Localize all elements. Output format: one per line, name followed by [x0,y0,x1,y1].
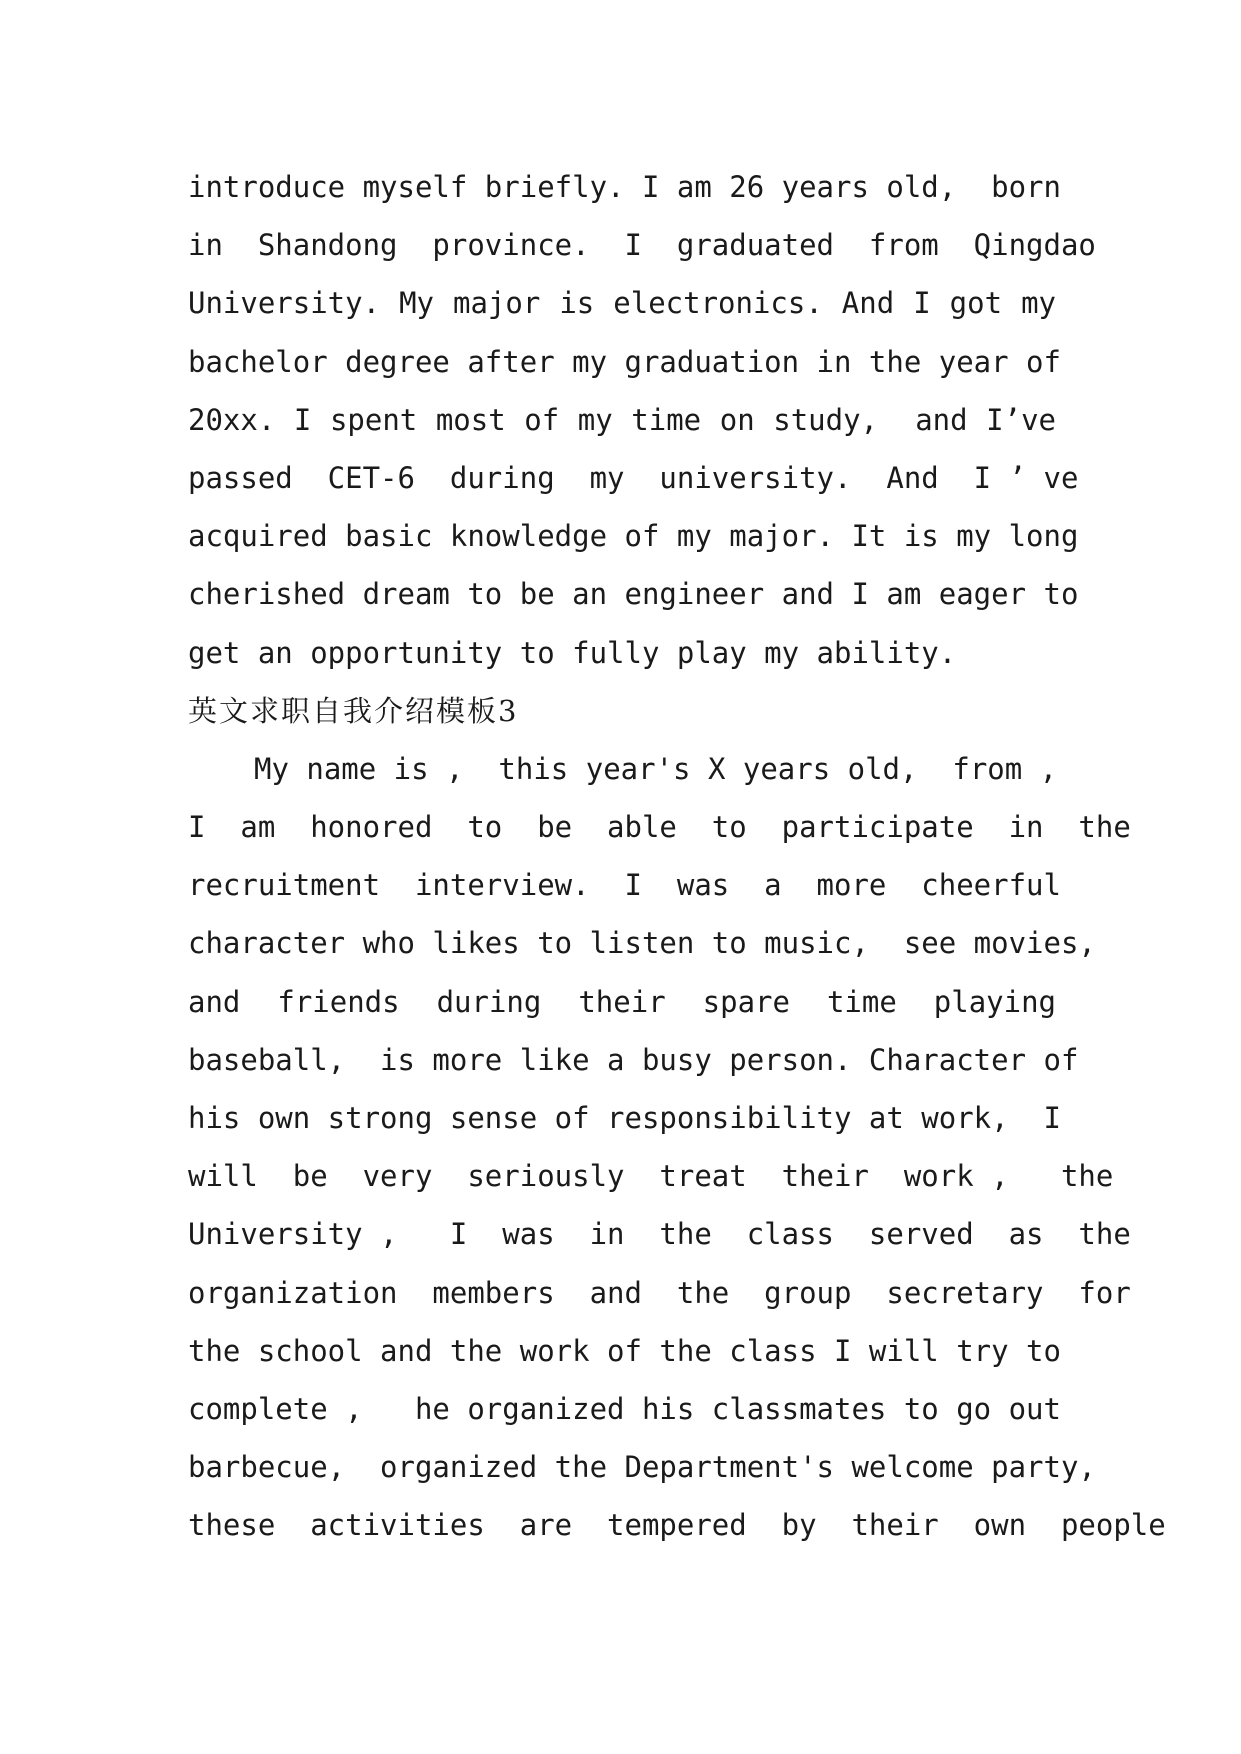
text-line: bachelor degree after my graduation in the year of [188,344,1061,379]
text-line: these activities are tempered by their own people [188,1508,1166,1543]
text-line: I am honored to be able to participate in the [188,810,1131,845]
section-heading: 英文求职自我介绍模板3 [188,693,519,728]
text-line: recruitment interview. I was a more cheerful [188,868,1061,903]
text-line: will be very seriously treat their work , the [188,1159,1114,1194]
text-line: passed CET-6 during my university. And I ’ ve [188,460,1079,495]
text-line: acquired basic knowledge of my major. It is my long [188,519,1079,554]
text-line: and friends during their spare time playing [188,984,1056,1019]
text-line: the school and the work of the class I will try to [188,1333,1061,1368]
document-body [188,158,1166,1555]
text-line: University. My major is electronics. And I got my [188,286,1056,321]
text-line: get an opportunity to fully play my ability. [188,635,957,670]
text-line: baseball, is more like a busy person. Character of [188,1042,1079,1077]
text-line: character who likes to listen to music, see movies, [188,926,1096,961]
text-line: organization members and the group secretary for [188,1275,1131,1310]
text-line: complete , he organized his classmates to go out [188,1391,1061,1426]
text-line: his own strong sense of responsibility at work, I [188,1101,1061,1135]
text-line: 20xx. I spent most of my time on study, and I’ve [188,402,1056,437]
paragraph-intro [188,158,1096,682]
text-line: cherished dream to be an engineer and I am eager to [188,577,1079,612]
text-line: in Shandong province. I graduated from Qingdao [188,228,1096,263]
text-line: introduce myself briefly. I am 26 years old, born [188,170,1061,204]
text-line: My name is , this year's X years old, from , [254,751,1058,786]
text-line: University , I was in the class served as the [188,1217,1131,1252]
text-line: barbecue, organized the Department's welcome party, [188,1450,1096,1485]
paragraph-template-3 [188,740,1166,1555]
